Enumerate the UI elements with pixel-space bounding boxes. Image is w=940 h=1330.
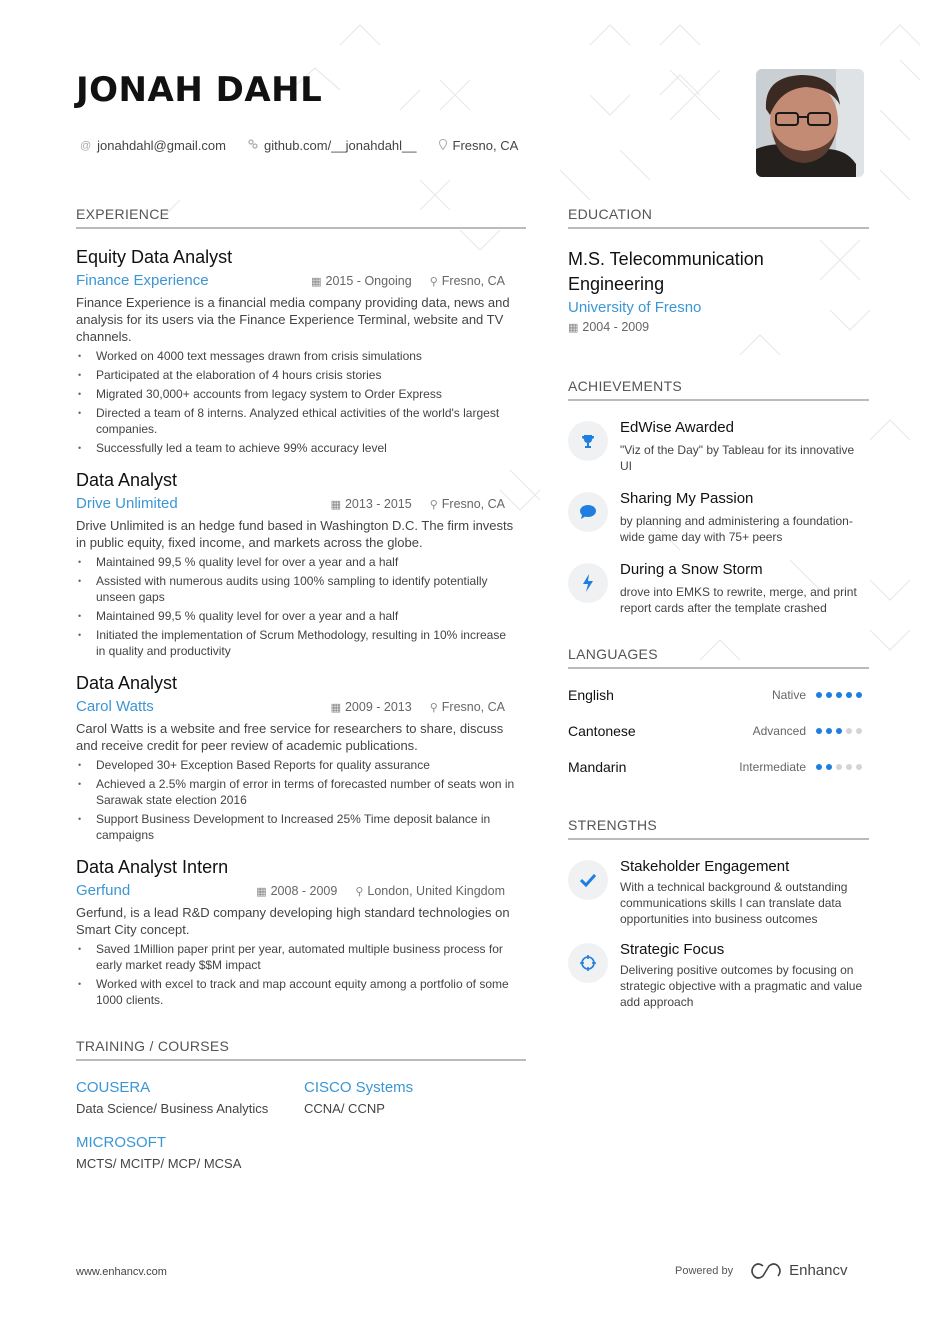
achievement-desc: drove into EMKS to rewrite, merge, and print report cards after the template crashed: [620, 585, 857, 615]
job-description: Drive Unlimited is an hedge fund based in Washington D.C. The firm invests in public equity, fixed income, and markets across the globe.: [76, 518, 514, 550]
rating-dot: [816, 692, 822, 698]
powered-by-label: Powered by: [675, 1264, 734, 1277]
languages-section: [568, 646, 869, 785]
job-bullet: • Worked with excel to track and map account equity among a portfolio of some 1000 clients.: [76, 976, 526, 1008]
language-name: Cantonese: [568, 723, 636, 739]
achievements-section: [568, 378, 869, 616]
achievement-title: EdWise Awarded: [620, 419, 734, 436]
experience-heading: EXPERIENCE: [76, 206, 526, 229]
location-pin-icon: ⚲: [355, 885, 364, 898]
job-dates-text: 2009 - 2013: [344, 699, 412, 714]
languages-heading: LANGUAGES: [568, 646, 869, 669]
location-pin-icon: ⚲: [429, 275, 438, 288]
location-icon: [439, 139, 447, 153]
job-dates: [331, 497, 412, 511]
enhancv-logo-icon: [751, 1263, 781, 1279]
crosshair-icon: [568, 943, 608, 983]
contact-github[interactable]: [248, 138, 417, 153]
right-column: [568, 206, 869, 1024]
candidate-name: JONAH DAHL: [76, 70, 323, 110]
language-level: Advanced: [752, 724, 806, 738]
strengths-heading: STRENGTHS: [568, 817, 869, 840]
job-dates-text: 2015 - Ongoing: [325, 273, 412, 288]
job-title: Data Analyst Intern: [76, 857, 229, 877]
rating-dot: [856, 764, 862, 770]
job-bullet: • Worked on 4000 text messages drawn from crisis simulations: [76, 348, 526, 364]
strength-desc: With a technical background & outstanding communications skills I can translate data opportunities into business outcomes: [620, 880, 848, 926]
job-location-text: Fresno, CA: [441, 699, 505, 714]
job-location: [355, 884, 505, 898]
education-section: [568, 206, 869, 334]
job-meta: [76, 495, 526, 512]
job-title: Data Analyst: [76, 673, 178, 693]
education-dates: [568, 320, 869, 334]
job-bullet: • Initiated the implementation of Scrum Methodology, resulting in 10% increase in quality and productivity: [76, 627, 526, 659]
achievement-item: [568, 561, 869, 616]
job-bullets: [76, 554, 526, 659]
contact-location: [439, 138, 519, 153]
rating-dot: [816, 728, 822, 734]
job-meta: [76, 698, 526, 715]
contact-email[interactable]: [80, 138, 226, 153]
rating-dot: [856, 692, 862, 698]
training-heading: TRAINING / COURSES: [76, 1038, 526, 1061]
job-bullet: • Migrated 30,000+ accounts from legacy system to Order Express: [76, 386, 526, 402]
at-icon: @: [80, 139, 92, 152]
achievement-desc: "Viz of the Day" by Tableau for its innovative UI: [620, 443, 855, 473]
language-proficiency: [753, 724, 869, 738]
course-item: [76, 1079, 304, 1116]
rating-dot: [846, 728, 852, 734]
job-location-text: Fresno, CA: [441, 496, 505, 511]
rating-dot: [826, 692, 832, 698]
course-desc: Data Science/ Business Analytics: [76, 1101, 269, 1116]
enhancv-logo[interactable]: [751, 1262, 847, 1279]
location-pin-icon: ⚲: [429, 498, 438, 511]
rating-dot: [836, 692, 842, 698]
job-entry: [76, 857, 526, 1008]
strength-desc: Delivering positive outcomes by focusing on strategic objective with a pragmatic and value add approach: [620, 963, 863, 1009]
speech-bubble-icon: [568, 492, 608, 532]
course-item: [304, 1079, 524, 1116]
language-name: Mandarin: [568, 759, 627, 775]
strength-item: [568, 858, 869, 927]
language-rating: [816, 764, 862, 770]
calendar-icon: ▦: [568, 322, 579, 334]
job-description: Carol Watts is a website and free service for researchers to share, discuss and receive credit for peer review of academic publications.: [76, 721, 504, 753]
footer-branding: [675, 1262, 847, 1279]
language-name: English: [568, 687, 614, 703]
job-dates: [311, 274, 412, 288]
job-dates-text: 2013 - 2015: [344, 496, 412, 511]
language-item: [568, 749, 869, 785]
strength-title: Stakeholder Engagement: [620, 858, 790, 875]
language-item: [568, 713, 869, 749]
job-dates: [331, 700, 412, 714]
rating-dot: [846, 764, 852, 770]
job-bullet: • Achieved a 2.5% margin of error in terms of forecasted number of seats won in Sarawak state election 2016: [76, 776, 526, 808]
job-meta: [76, 272, 526, 289]
job-bullet: • Developed 30+ Exception Based Reports for quality assurance: [76, 757, 526, 773]
job-dates-text: 2008 - 2009: [270, 883, 338, 898]
job-bullets: [76, 757, 526, 843]
trophy-icon: [568, 421, 608, 461]
job-bullet: • Directed a team of 8 interns. Analyzed ethical activities of the world's largest companies.: [76, 405, 526, 437]
job-meta-right: [331, 700, 526, 714]
company-name: Drive Unlimited: [76, 495, 178, 512]
job-title: Data Analyst: [76, 470, 178, 490]
language-item: [568, 677, 869, 713]
job-location: [430, 700, 505, 714]
location-text: Fresno, CA: [452, 138, 519, 153]
link-icon: [248, 139, 258, 152]
experience-section: [76, 206, 526, 1008]
job-bullet: • Participated at the elaboration of 4 hours crisis stories: [76, 367, 526, 383]
education-degree: M.S. Telecommunication Engineering: [568, 249, 764, 294]
job-location: [430, 497, 505, 511]
job-bullet: • Maintained 99,5 % quality level for over a year and a half: [76, 554, 526, 570]
rating-dot: [836, 728, 842, 734]
job-meta-right: [256, 884, 526, 898]
job-location-text: Fresno, CA: [441, 273, 505, 288]
job-bullets: [76, 941, 526, 1008]
education-school: University of Fresno: [568, 299, 702, 316]
checkmark-icon: [568, 860, 608, 900]
achievement-item: [568, 490, 869, 545]
course-desc: MCTS/ MCITP/ MCP/ MCSA: [76, 1156, 242, 1171]
rating-dot: [856, 728, 862, 734]
course-desc: CCNA/ CCNP: [304, 1101, 385, 1116]
job-title: Equity Data Analyst: [76, 247, 233, 267]
footer-website[interactable]: www.enhancv.com: [76, 1266, 167, 1278]
job-bullet: • Support Business Development to Increased 25% Time deposit balance in campaigns: [76, 811, 526, 843]
rating-dot: [816, 764, 822, 770]
strength-item: [568, 941, 869, 1010]
course-item: [76, 1134, 304, 1171]
job-meta-right: [331, 497, 526, 511]
job-bullet: • Assisted with numerous audits using 100% sampling to identify potentially unseen gaps: [76, 573, 526, 605]
left-column: [76, 206, 526, 1171]
location-pin-icon: ⚲: [429, 701, 438, 714]
course-name: CISCO Systems: [304, 1079, 414, 1096]
job-meta-right: [311, 274, 526, 288]
achievement-item: [568, 419, 869, 474]
strength-title: Strategic Focus: [620, 941, 725, 958]
education-dates-text: 2004 - 2009: [582, 320, 650, 334]
rating-dot: [826, 728, 832, 734]
job-bullet: • Saved 1Million paper print per year, automated multiple business process for early market ready $$M impact: [76, 941, 526, 973]
achievements-heading: ACHIEVEMENTS: [568, 378, 869, 401]
profile-photo: [756, 69, 864, 177]
calendar-icon: ▦: [311, 275, 322, 288]
language-level: Intermediate: [739, 760, 806, 774]
achievement-title: During a Snow Storm: [620, 561, 763, 578]
github-text: github.com/__jonahdahl__: [264, 138, 417, 153]
contact-info: [80, 138, 518, 153]
rating-dot: [836, 764, 842, 770]
education-heading: EDUCATION: [568, 206, 869, 229]
job-dates: [256, 884, 337, 898]
language-rating: [816, 692, 862, 698]
rating-dot: [846, 692, 852, 698]
course-list: [76, 1079, 526, 1171]
job-description: Finance Experience is a financial media company providing data, news and analysis for its users via the Finance Experience Terminal, website and TV channels.: [76, 295, 510, 344]
training-section: [76, 1038, 526, 1171]
job-entry: [76, 247, 526, 456]
achievement-desc: by planning and administering a foundation-wide game day with 75+ peers: [620, 514, 853, 544]
course-name: MICROSOFT: [76, 1134, 166, 1151]
rating-dot: [826, 764, 832, 770]
language-proficiency: [739, 760, 869, 774]
lightning-icon: [568, 563, 608, 603]
company-name: Gerfund: [76, 882, 131, 899]
calendar-icon: ▦: [256, 885, 267, 898]
calendar-icon: ▦: [330, 498, 341, 511]
company-name: Finance Experience: [76, 272, 209, 289]
job-description: Gerfund, is a lead R&D company developing high standard technologies on Smart City concept.: [76, 905, 510, 937]
language-list: [568, 677, 869, 785]
language-level: Native: [771, 688, 806, 702]
company-name: Carol Watts: [76, 698, 154, 715]
strengths-section: [568, 817, 869, 1010]
job-bullet: • Successfully led a team to achieve 99% accuracy level: [76, 440, 526, 456]
job-meta: [76, 882, 526, 899]
brand-name: Enhancv: [789, 1262, 848, 1279]
job-bullets: [76, 348, 526, 456]
job-list: [76, 247, 526, 1008]
calendar-icon: ▦: [330, 701, 341, 714]
language-proficiency: [772, 688, 869, 702]
job-bullet: • Maintained 99,5 % quality level for over a year and a half: [76, 608, 526, 624]
job-entry: [76, 470, 526, 659]
achievement-title: Sharing My Passion: [620, 490, 754, 507]
job-location-text: London, United Kingdom: [367, 883, 505, 898]
job-location: [430, 274, 505, 288]
email-text: jonahdahl@gmail.com: [97, 138, 226, 153]
language-rating: [816, 728, 862, 734]
course-name: COUSERA: [76, 1079, 151, 1096]
job-entry: [76, 673, 526, 843]
